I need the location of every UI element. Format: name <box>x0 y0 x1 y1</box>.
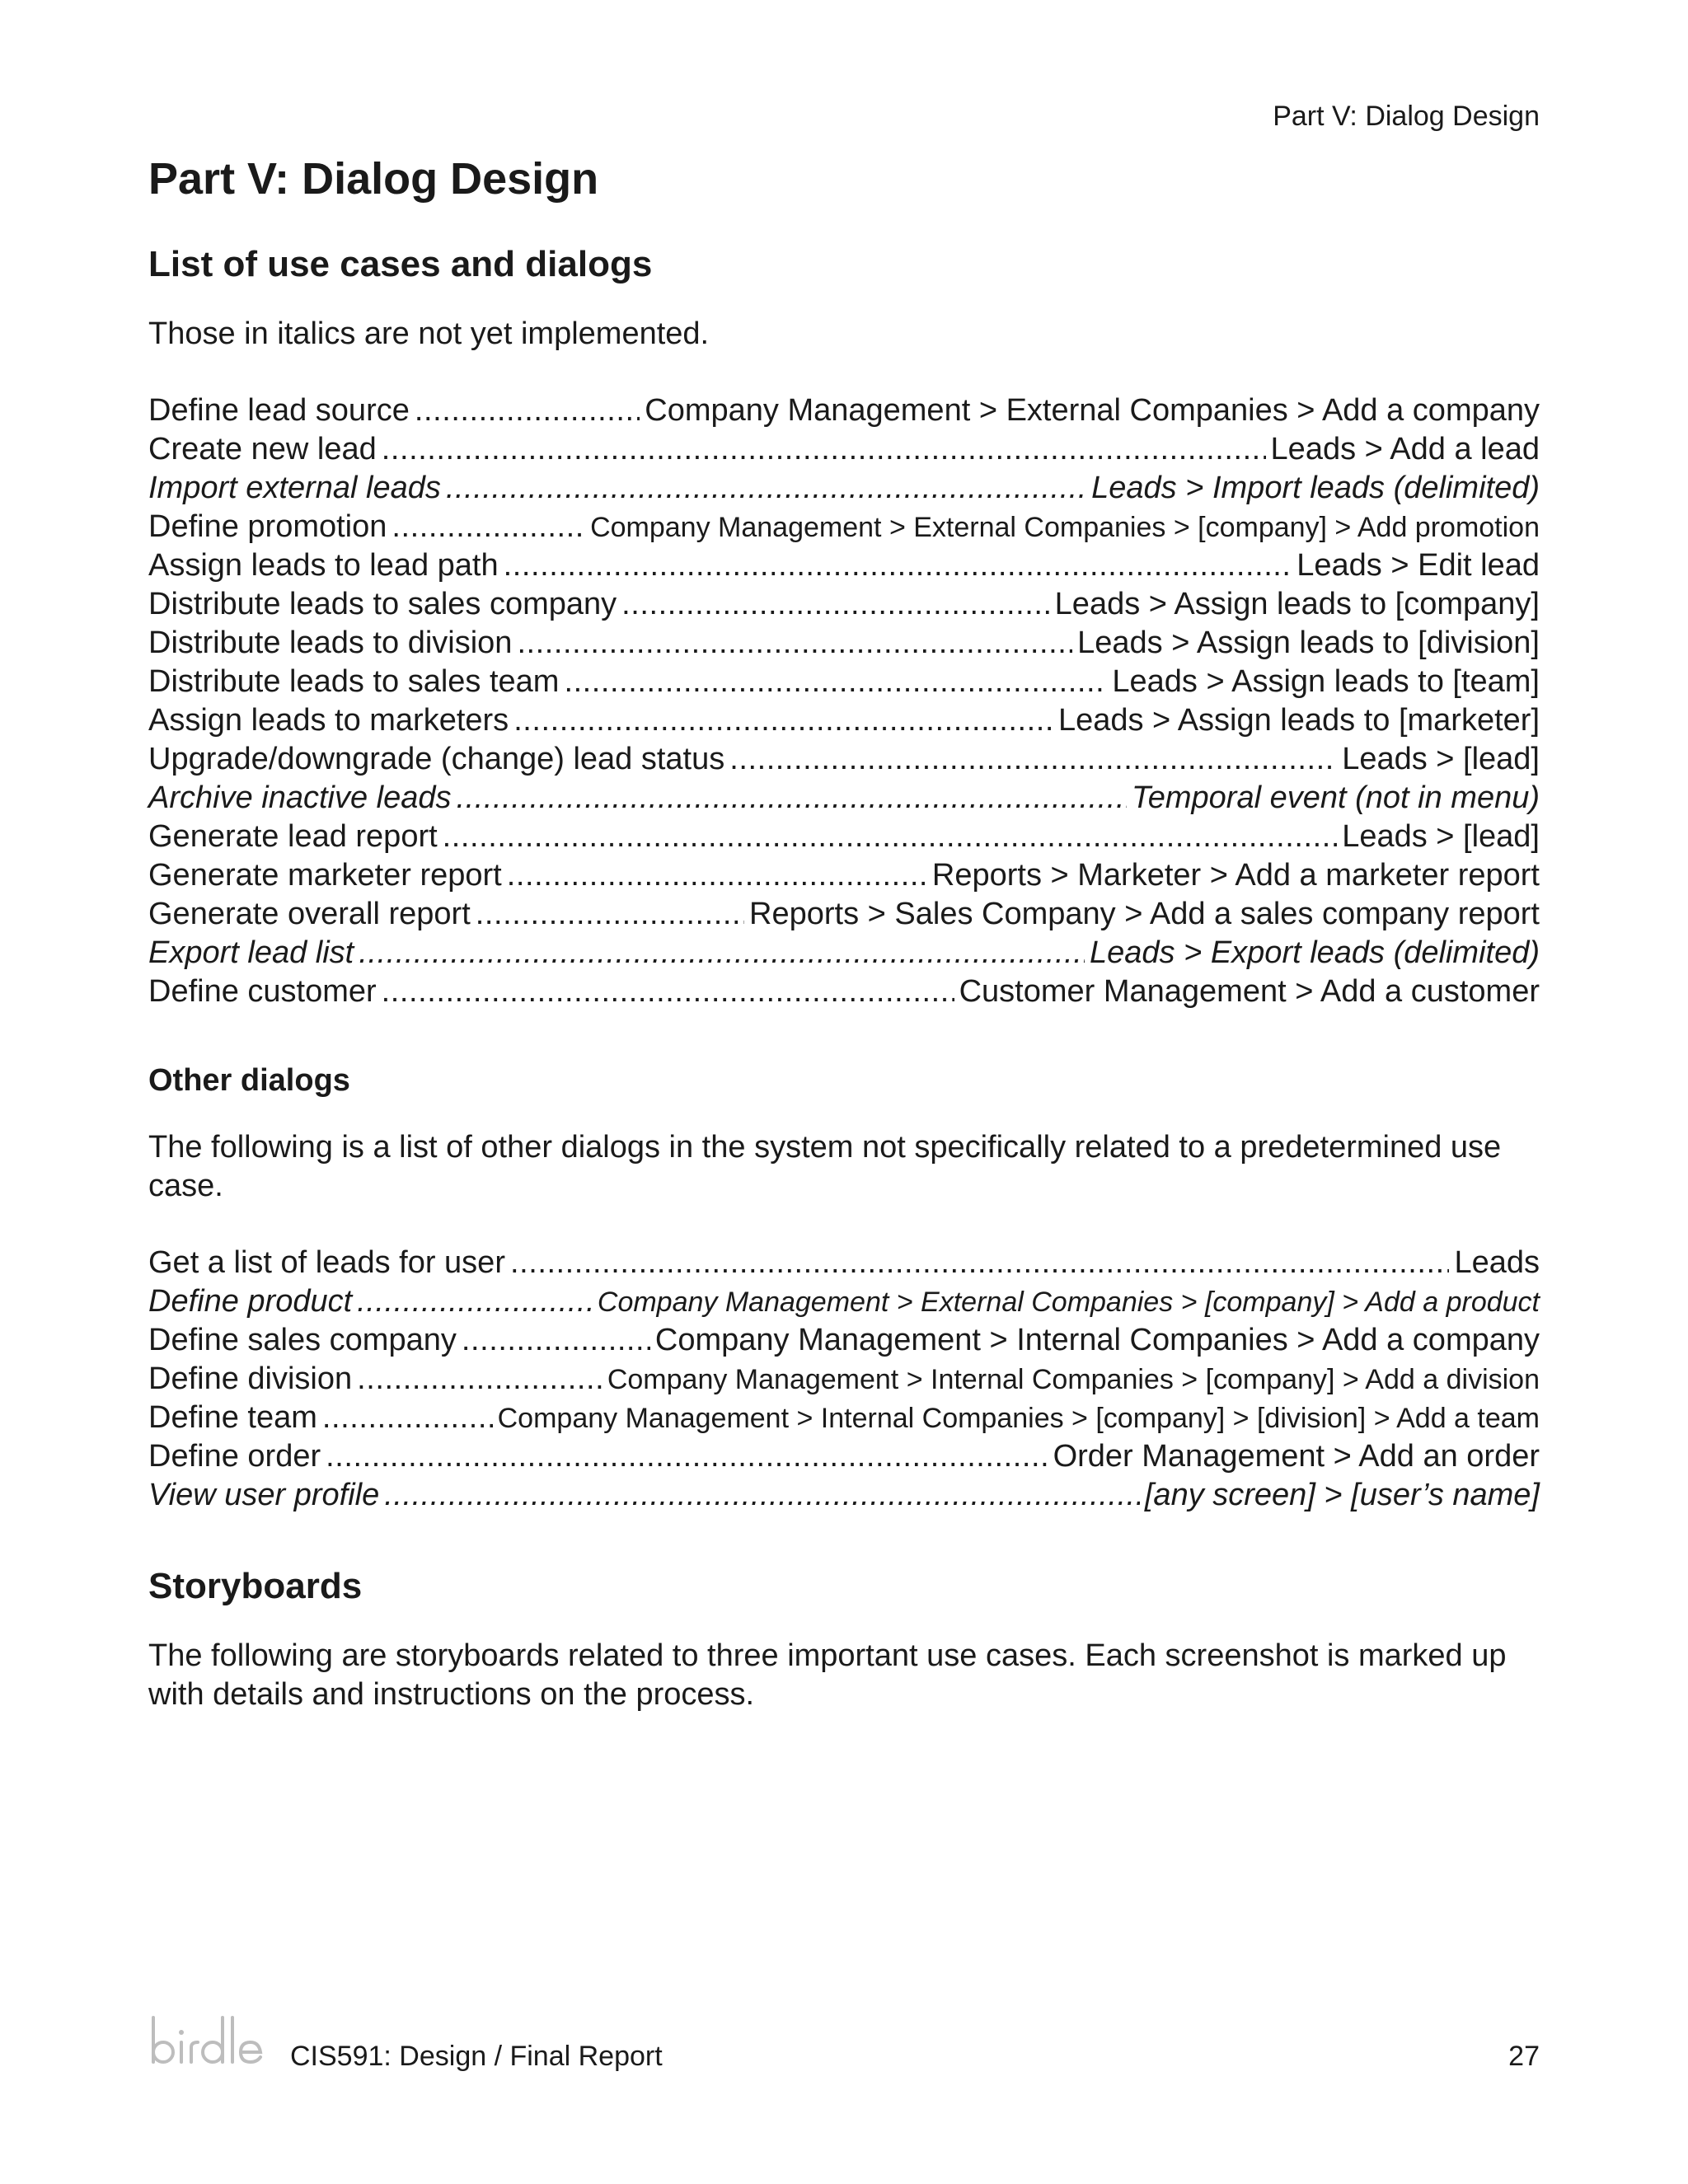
entry-menu-path: Order Management > Add an order <box>1053 1439 1540 1474</box>
dot-leader <box>729 740 1337 779</box>
toc-entry <box>148 585 1540 624</box>
entry-menu-path: Leads > Export leads (delimited) <box>1089 935 1540 970</box>
toc-entry <box>148 856 1540 895</box>
entry-label: Generate overall report <box>148 897 471 931</box>
toc-entry <box>148 391 1540 430</box>
toc-entry <box>148 546 1540 585</box>
birdie-logo <box>148 2011 264 2077</box>
dot-leader <box>476 895 744 934</box>
entry-label: Define product <box>148 1284 353 1319</box>
dot-leader <box>326 1437 1048 1476</box>
entry-menu-path: Leads > [lead] <box>1342 819 1540 854</box>
use-cases-heading: List of use cases and dialogs <box>148 244 653 284</box>
entry-menu-path: Company Management > Internal Companies > [company] > [division] > Add a team <box>497 1403 1540 1434</box>
entry-menu-path: Company Management > Internal Companies > [company] > Add a division <box>607 1364 1540 1395</box>
dot-leader <box>392 508 585 546</box>
entry-label: Define customer <box>148 974 377 1009</box>
dot-leader <box>415 391 640 430</box>
entry-menu-path: Company Management > External Companies > Add a company <box>645 393 1540 428</box>
toc-entry <box>148 1244 1540 1282</box>
entry-label: Distribute leads to division <box>148 626 513 660</box>
toc-entry <box>148 895 1540 934</box>
dot-leader <box>359 934 1085 972</box>
dot-leader <box>357 1282 593 1321</box>
dot-leader <box>382 972 954 1011</box>
entry-label: Define promotion <box>148 509 387 544</box>
entry-menu-path: Company Management > External Companies > [company] > Add a product <box>597 1286 1540 1318</box>
running-header: Part V: Dialog Design <box>1273 101 1540 132</box>
dot-leader <box>457 779 1128 818</box>
entry-label: Define sales company <box>148 1323 457 1357</box>
dot-leader <box>513 701 1053 740</box>
dot-leader <box>564 663 1107 701</box>
entry-menu-path: Reports > Sales Company > Add a sales company report <box>749 897 1540 931</box>
entry-menu-path: Temporal event (not in menu) <box>1132 780 1540 815</box>
dot-leader <box>517 624 1072 663</box>
toc-entry <box>148 1282 1540 1321</box>
entry-label: Distribute leads to sales company <box>148 587 617 621</box>
toc-entry <box>148 818 1540 856</box>
entry-menu-path: [any screen] > [user’s name] <box>1144 1478 1540 1512</box>
dot-leader <box>462 1321 650 1360</box>
toc-entry <box>148 740 1540 779</box>
toc-entry <box>148 663 1540 701</box>
entry-menu-path: Leads > Add a lead <box>1270 432 1540 466</box>
toc-entry <box>148 1476 1540 1515</box>
entry-menu-path: Reports > Marketer > Add a marketer report <box>931 858 1540 893</box>
footer-title: CIS591: Design / Final Report <box>290 2041 663 2072</box>
toc-entry <box>148 1321 1540 1360</box>
toc-entry <box>148 624 1540 663</box>
other-dialogs-heading: Other dialogs <box>148 1063 350 1098</box>
dot-leader <box>384 1476 1140 1515</box>
page-content <box>148 152 1540 1752</box>
entry-menu-path: Leads > [lead] <box>1342 742 1540 776</box>
entry-menu-path: Company Management > Internal Companies > Add a company <box>654 1323 1540 1357</box>
dot-leader <box>510 1244 1449 1282</box>
entry-menu-path: Leads > Assign leads to [company] <box>1054 587 1540 621</box>
page-number: 27 <box>1508 2041 1540 2072</box>
entry-menu-path: Leads > Edit lead <box>1296 548 1540 583</box>
entry-menu-path: Leads > Import leads (delimited) <box>1091 471 1540 505</box>
use-cases-intro: Those in italics are not yet implemented. <box>148 316 710 351</box>
use-case-list <box>148 391 1540 1011</box>
entry-menu-path: Company Management > External Companies > [company] > Add promotion <box>590 512 1540 543</box>
entry-menu-path: Leads > Assign leads to [marketer] <box>1057 703 1540 738</box>
entry-label: Upgrade/downgrade (change) lead status <box>148 742 725 776</box>
entry-label: Create new lead <box>148 432 377 466</box>
other-dialogs-list <box>148 1244 1540 1515</box>
page-footer <box>148 2011 1540 2077</box>
toc-entry <box>148 1399 1540 1437</box>
dot-leader <box>621 585 1050 624</box>
toc-entry <box>148 1437 1540 1476</box>
toc-entry <box>148 1360 1540 1399</box>
toc-entry <box>148 972 1540 1011</box>
toc-entry <box>148 779 1540 818</box>
toc-entry <box>148 469 1540 508</box>
dot-leader <box>322 1399 493 1437</box>
entry-label: Generate lead report <box>148 819 438 854</box>
entry-label: Assign leads to marketers <box>148 703 509 738</box>
storyboards-text: The following are storyboards related to three important use cases. Each screenshot is marked up with details and instructions on the process. <box>148 1638 1507 1712</box>
entry-menu-path: Leads > Assign leads to [division] <box>1077 626 1540 660</box>
entry-label: Generate marketer report <box>148 858 502 893</box>
dot-leader <box>446 469 1086 508</box>
entry-label: Archive inactive leads <box>148 780 452 815</box>
entry-label: Distribute leads to sales team <box>148 664 560 699</box>
entry-label: Define order <box>148 1439 321 1474</box>
entry-label: Export lead list <box>148 935 354 970</box>
dot-leader <box>443 818 1338 856</box>
entry-label: Define lead source <box>148 393 410 428</box>
toc-entry <box>148 430 1540 469</box>
dot-leader <box>382 430 1266 469</box>
toc-entry <box>148 701 1540 740</box>
dot-leader <box>357 1360 603 1399</box>
dot-leader <box>507 856 927 895</box>
entry-label: Define team <box>148 1400 317 1435</box>
entry-label: View user profile <box>148 1478 380 1512</box>
other-dialogs-intro: The following is a list of other dialogs in the system not specifically related to a predetermined use case. <box>148 1130 1502 1203</box>
storyboards-heading: Storyboards <box>148 1566 363 1606</box>
entry-menu-path: Customer Management > Add a customer <box>959 974 1540 1009</box>
entry-label: Define division <box>148 1361 353 1396</box>
entry-menu-path: Leads <box>1454 1245 1540 1280</box>
entry-label: Get a list of leads for user <box>148 1245 505 1280</box>
toc-entry <box>148 934 1540 972</box>
dot-leader <box>504 546 1292 585</box>
toc-entry <box>148 508 1540 546</box>
entry-menu-path: Leads > Assign leads to [team] <box>1112 664 1540 699</box>
page-title: Part V: Dialog Design <box>148 154 599 204</box>
entry-label: Import external leads <box>148 471 441 505</box>
entry-label: Assign leads to lead path <box>148 548 499 583</box>
